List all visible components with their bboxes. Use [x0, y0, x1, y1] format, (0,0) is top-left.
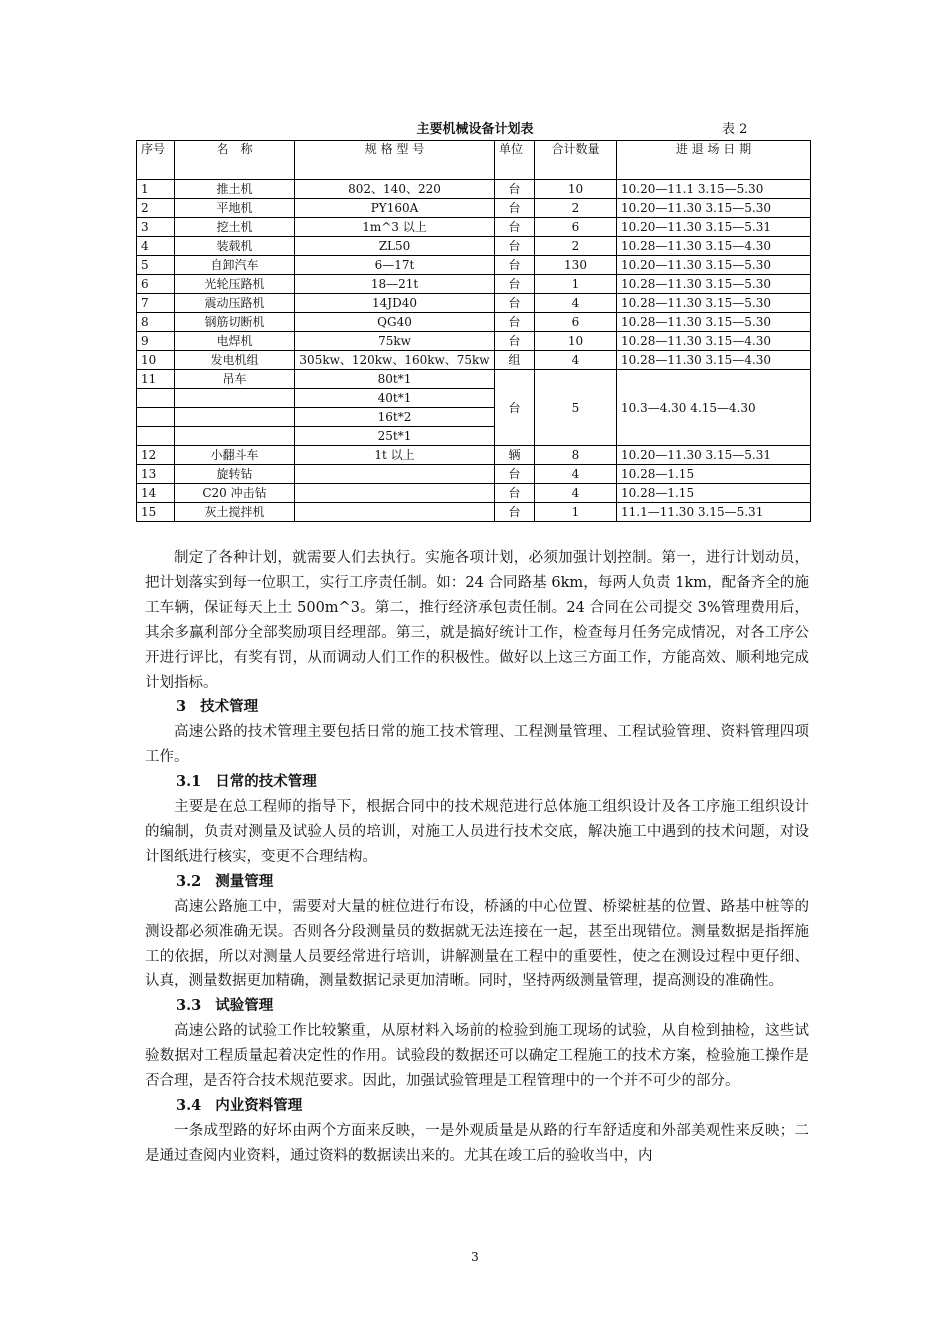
- cell-spec: 305kw、120kw、160kw、75kw: [295, 351, 495, 370]
- header-spec: 规 格 型 号: [295, 141, 495, 180]
- cell-no: 11: [137, 370, 175, 389]
- cell-name: 挖土机: [175, 218, 295, 237]
- cell-name: 自卸汽车: [175, 256, 295, 275]
- table-row: [137, 446, 811, 465]
- cell-spec: 18—21t: [295, 275, 495, 294]
- cell-unit: 台: [495, 484, 535, 503]
- cell-spec: 1t 以上: [295, 446, 495, 465]
- cell-name: 小翻斗车: [175, 446, 295, 465]
- cell-unit: 台: [495, 237, 535, 256]
- cell-name: 光轮压路机: [175, 275, 295, 294]
- table-row: [137, 237, 811, 256]
- cell-qty: 10: [535, 332, 617, 351]
- cell-unit: 台: [495, 370, 535, 446]
- cell-dates: 10.28—11.30 3.15—5.30: [617, 294, 811, 313]
- table-row: [137, 199, 811, 218]
- table-row: [137, 370, 811, 389]
- cell-name: 旋转钻: [175, 465, 295, 484]
- cell-dates: 11.1—11.30 3.15—5.31: [617, 503, 811, 522]
- cell-no: 6: [137, 275, 175, 294]
- cell-dates: 10.28—11.30 3.15—5.30: [617, 275, 811, 294]
- paragraph-3-1: 主要是在总工程师的指导下，根据合同中的技术规范进行总体施工组织设计及各工序施工组织设计的编制，负责对测量及试验人员的培训，对施工人员进行技术交底，解决施工中遇到的技术问题，对设计图纸进行核实，变更不合理结构。: [145, 799, 809, 865]
- table-row: [137, 180, 811, 199]
- section-heading-3-2: 3.2 测量管理: [176, 872, 274, 890]
- table-title: 主要机械设备计划表: [416, 122, 534, 137]
- cell-spec: ZL50: [295, 237, 495, 256]
- table-row: [137, 465, 811, 484]
- cell-unit: 台: [495, 218, 535, 237]
- cell-no: 3: [137, 218, 175, 237]
- cell-no: 7: [137, 294, 175, 313]
- table-row: [137, 313, 811, 332]
- paragraph-3-3: 高速公路的试验工作比较繁重，从原材料入场前的检验到施工现场的试验，从自检到抽检，这些试验数据对工程质量起着决定性的作用。试验段的数据还可以确定工程施工的技术方案，检验施工操作是否合理，是否符合技术规范要求。因此，加强试验管理是工程管理中的一个并不可少的部分。: [145, 1023, 809, 1090]
- cell-name: 发电机组: [175, 351, 295, 370]
- cell-spec: 1m^3 以上: [295, 218, 495, 237]
- header-qty: 合计数量: [535, 141, 617, 180]
- cell-unit: 台: [495, 503, 535, 522]
- cell-qty: 4: [535, 294, 617, 313]
- cell-dates: 10.28—1.15: [617, 484, 811, 503]
- cell-qty: 1: [535, 503, 617, 522]
- cell-dates: 10.28—11.30 3.15—5.30: [617, 313, 811, 332]
- cell-name: 震动压路机: [175, 294, 295, 313]
- page-number: 3: [471, 1250, 479, 1264]
- cell-no: 4: [137, 237, 175, 256]
- cell-qty: 4: [535, 465, 617, 484]
- header-name: 名 称: [175, 141, 295, 180]
- cell-unit: 台: [495, 465, 535, 484]
- paragraph-plan-control: 制定了各种计划，就需要人们去执行。实施各项计划，必须加强计划控制。第一，进行计划动员，把计划落实到每一位职工，实行工序责任制。如：24 合同路基 6km，每两人负责 1km，配备齐全的施工车辆，保证每天上土 500m^3。第二，推行经济承包责任制。24 合同在公司提交 3%管理费用后，其余多赢利部分全部奖励项目经理部。第三，就是搞好统计工作，检查每月任务完成情况，对各工序公开进行评比，有奖有罚，从而调动人们工作的积极性。做好以上这三方面工作，方能高效、顺利地完成计划指标。: [145, 550, 809, 691]
- cell-dates: 10.20—11.30 3.15—5.31: [617, 446, 811, 465]
- cell-spec: 16t*2: [295, 408, 495, 427]
- header-unit: 单位: [495, 141, 535, 180]
- table-row: [137, 503, 811, 522]
- paragraph-tech-management: 高速公路的技术管理主要包括日常的施工技术管理、工程测量管理、工程试验管理、资料管理四项工作。: [145, 724, 809, 766]
- cell-qty: 4: [535, 484, 617, 503]
- cell-unit: 台: [495, 275, 535, 294]
- cell-unit: 台: [495, 332, 535, 351]
- cell-spec: [295, 484, 495, 503]
- cell-no: 14: [137, 484, 175, 503]
- cell-qty: 8: [535, 446, 617, 465]
- cell-dates: 10.3—4.30 4.15—4.30: [617, 370, 811, 446]
- cell-qty: 2: [535, 237, 617, 256]
- cell-no: 1: [137, 180, 175, 199]
- cell-qty: 10: [535, 180, 617, 199]
- cell-dates: 10.20—11.30 3.15—5.30: [617, 199, 811, 218]
- cell-no: 2: [137, 199, 175, 218]
- cell-unit: 组: [495, 351, 535, 370]
- cell-qty: 1: [535, 275, 617, 294]
- cell-spec: [295, 503, 495, 522]
- cell-spec: 6—17t: [295, 256, 495, 275]
- section-heading-3: 3 技术管理: [176, 698, 259, 716]
- section-heading-3-3: 3.3 试验管理: [176, 997, 274, 1015]
- cell-dates: 10.28—1.15: [617, 465, 811, 484]
- table-row: [137, 218, 811, 237]
- cell-name: C20 冲击钻: [175, 484, 295, 503]
- table-row: [137, 484, 811, 503]
- cell-dates: 10.28—11.30 3.15—4.30: [617, 332, 811, 351]
- cell-spec: QG40: [295, 313, 495, 332]
- cell-qty: 6: [535, 313, 617, 332]
- cell-unit: 台: [495, 313, 535, 332]
- cell-spec: 25t*1: [295, 427, 495, 446]
- cell-spec: 802、140、220: [295, 180, 495, 199]
- paragraph-3-2: 高速公路施工中，需要对大量的桩位进行布设，桥涵的中心位置、桥梁桩基的位置、路基中桩等的测设都必须准确无误。否则各分段测量员的数据就无法连接在一起，甚至出现错位。测量数据是指挥施工的依据，所以对测量人员要经常进行培训，讲解测量在工程中的重要性，使之在测设过程中更仔细、认真，测量数据更加精确，测量数据记录更加清晰。同时，坚持两级测量管理，提高测设的准确性。: [145, 898, 809, 990]
- cell-spec: 14JD40: [295, 294, 495, 313]
- cell-no: 8: [137, 313, 175, 332]
- cell-no: 12: [137, 446, 175, 465]
- cell-dates: 10.20—11.30 3.15—5.31: [617, 218, 811, 237]
- table-row: [137, 332, 811, 351]
- cell-name: 灰土搅拌机: [175, 503, 295, 522]
- cell-unit: 台: [495, 199, 535, 218]
- cell-unit: 台: [495, 180, 535, 199]
- cell-spec: 75kw: [295, 332, 495, 351]
- header-dates: 进 退 场 日 期: [617, 141, 811, 180]
- cell-unit: 台: [495, 256, 535, 275]
- cell-name: 吊车: [175, 370, 295, 389]
- cell-qty: 6: [535, 218, 617, 237]
- cell-dates: 10.28—11.30 3.15—4.30: [617, 237, 811, 256]
- table-row: [137, 294, 811, 313]
- cell-spec: [295, 465, 495, 484]
- cell-spec: 40t*1: [295, 389, 495, 408]
- table-row: [137, 275, 811, 294]
- cell-qty: 130: [535, 256, 617, 275]
- cell-no: 9: [137, 332, 175, 351]
- table-label: 表 2: [722, 122, 748, 137]
- table-row: [137, 256, 811, 275]
- cell-no: 15: [137, 503, 175, 522]
- cell-name: 平地机: [175, 199, 295, 218]
- cell-spec: PY160A: [295, 199, 495, 218]
- cell-dates: 10.28—11.30 3.15—4.30: [617, 351, 811, 370]
- cell-no: 5: [137, 256, 175, 275]
- cell-no: 10: [137, 351, 175, 370]
- body-text: [145, 546, 809, 1169]
- cell-unit: 辆: [495, 446, 535, 465]
- cell-name: 推土机: [175, 180, 295, 199]
- cell-name: 钢筋切断机: [175, 313, 295, 332]
- cell-dates: 10.20—11.1 3.15—5.30: [617, 180, 811, 199]
- header-no: 序号: [137, 141, 175, 180]
- section-heading-3-4: 3.4 内业资料管理: [176, 1096, 303, 1114]
- cell-dates: 10.20—11.30 3.15—5.30: [617, 256, 811, 275]
- section-heading-3-1: 3.1 日常的技术管理: [176, 773, 317, 791]
- cell-qty: 4: [535, 351, 617, 370]
- equipment-table: [136, 140, 811, 522]
- cell-spec: 80t*1: [295, 370, 495, 389]
- cell-name: 装载机: [175, 237, 295, 256]
- table-row: [137, 351, 811, 370]
- table-header-row: [137, 141, 811, 180]
- cell-qty: 5: [535, 370, 617, 446]
- paragraph-3-4: 一条成型路的好坏由两个方面来反映，一是外观质量是从路的行车舒适度和外部美观性来反映；二是通过查阅内业资料，通过资料的数据读出来的。尤其在竣工后的验收当中，内: [145, 1122, 809, 1164]
- cell-unit: 台: [495, 294, 535, 313]
- cell-qty: 2: [535, 199, 617, 218]
- cell-no: 13: [137, 465, 175, 484]
- cell-name: 电焊机: [175, 332, 295, 351]
